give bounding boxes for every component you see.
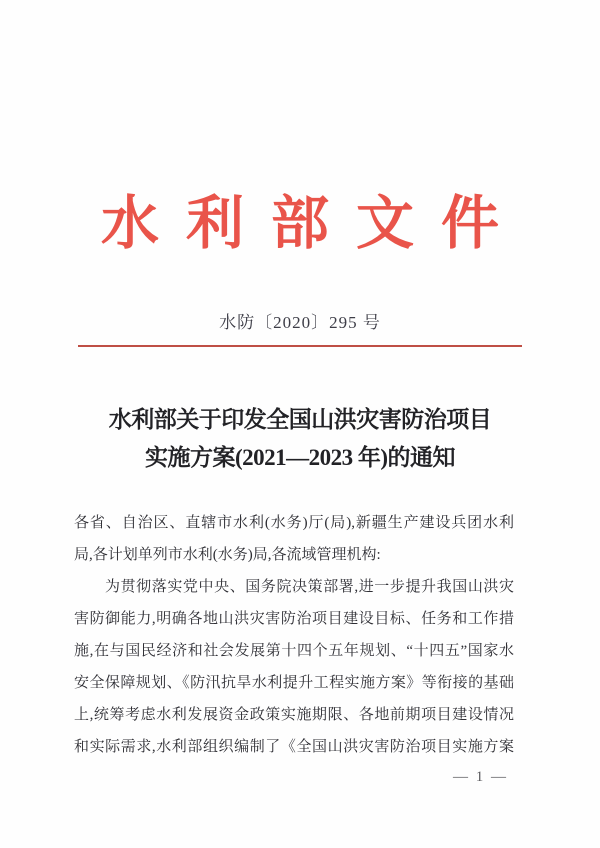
agency-header: [0, 192, 600, 256]
document-body: [74, 507, 514, 763]
body-line: 害防御能力,明确各地山洪灾害防治项目建设目标、任务和工作措: [74, 611, 514, 627]
page-number: — 1 —: [453, 769, 508, 785]
body-line: 安全保障规划、《防汛抗旱水利提升工程实施方案》等衔接的基础: [74, 675, 514, 691]
body-line: 各省、自治区、直辖市水利(水务)厅(局),新疆生产建设兵团水利: [74, 515, 514, 531]
red-divider-rule: [78, 345, 522, 347]
document-title-line-1: 水利部关于印发全国山洪灾害防治项目: [108, 407, 492, 432]
body-line: 为贯彻落实党中央、国务院决策部署,进一步提升我国山洪灾: [105, 579, 514, 595]
agency-header-text: 水利部文件: [100, 191, 526, 256]
doc-number: 水防〔2020〕295 号: [219, 313, 381, 332]
body-line: 上,统筹考虑水利发展资金政策实施期限、各地前期项目建设情况: [74, 707, 514, 723]
body-line: 局,各计划单列市水利(水务)局,各流域管理机构:: [74, 547, 381, 563]
document-title: [0, 401, 600, 477]
body-line: 施,在与国民经济和社会发展第十四个五年规划、“十四五”国家水: [74, 643, 514, 659]
body-line: 和实际需求,水利部组织编制了《全国山洪灾害防治项目实施方案: [74, 739, 514, 755]
document-title-line-2: 实施方案(2021—2023 年)的通知: [144, 445, 456, 470]
